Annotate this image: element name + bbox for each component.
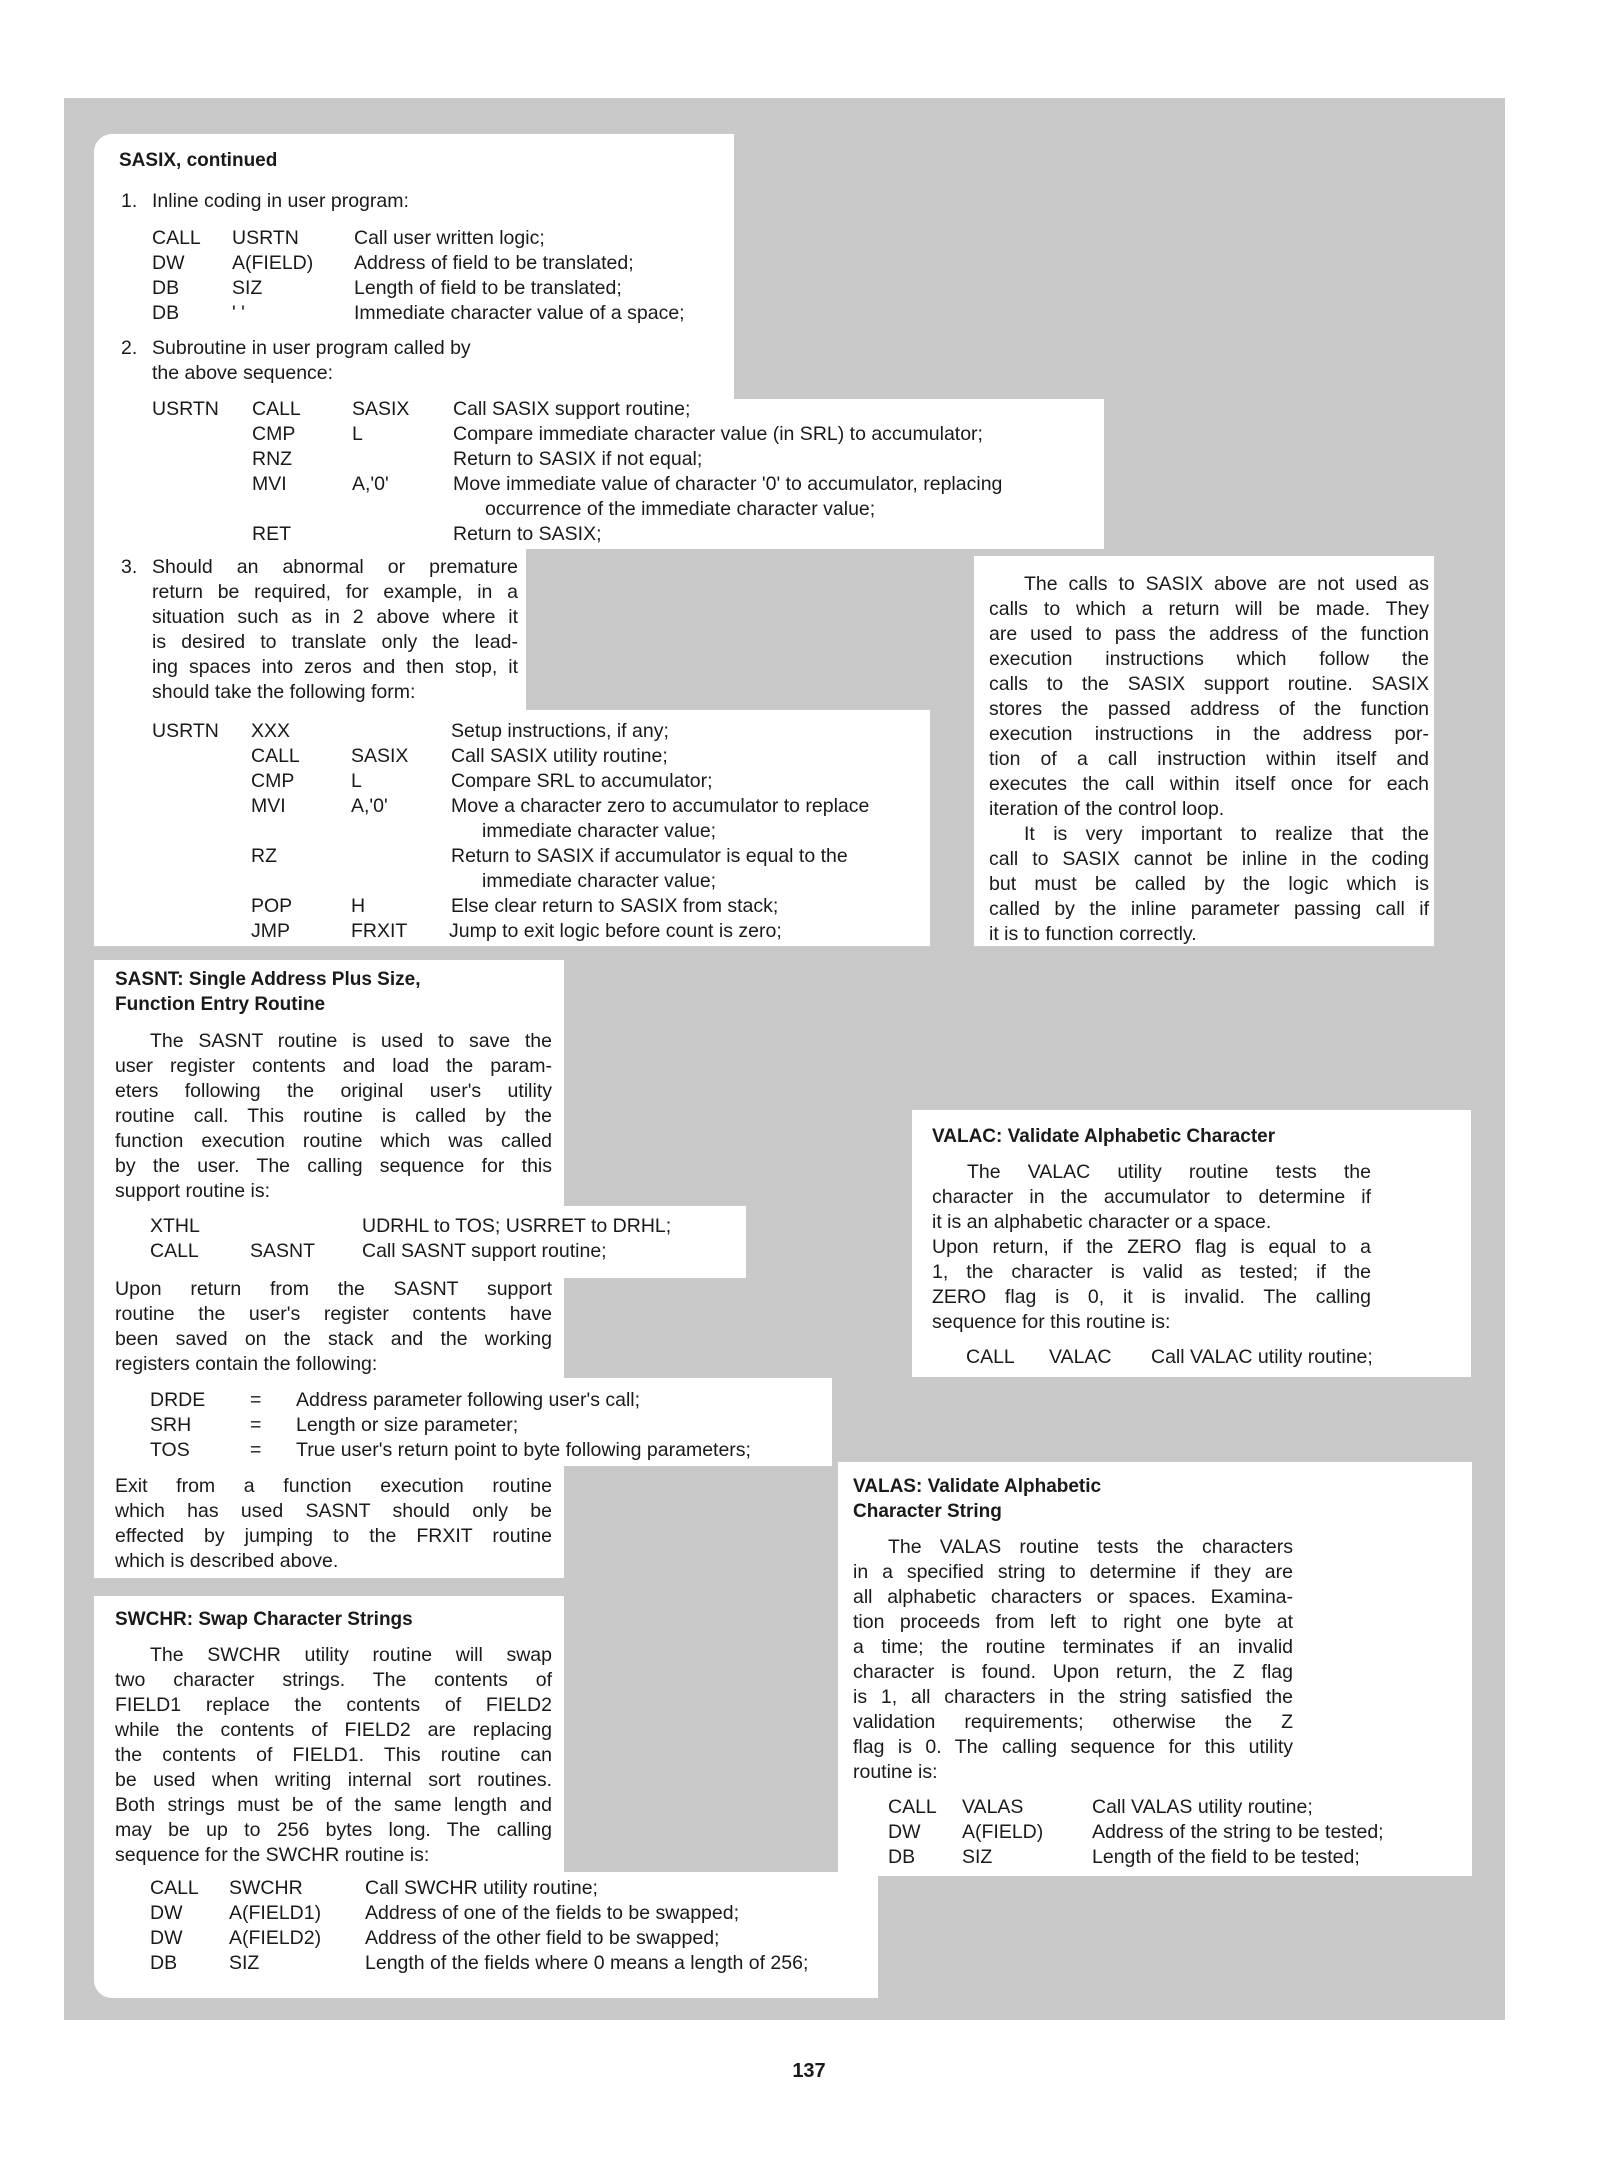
note-line: iteration of the control loop.: [989, 798, 1225, 820]
code-op: MVI: [252, 473, 287, 495]
code-arg: H: [351, 895, 366, 917]
valas-para-line: character is found. Upon return, the Z flag: [853, 1661, 1293, 1683]
code-comment: Setup instructions, if any;: [451, 720, 669, 742]
sasix-heading: SASIX, continued: [119, 150, 278, 171]
code-arg: SIZ: [229, 1952, 260, 1974]
code-op: DW: [888, 1821, 921, 1843]
code-comment: Call SWCHR utility routine;: [365, 1877, 598, 1899]
code-comment: Address of field to be translated;: [354, 252, 634, 274]
valas-heading: Character String: [853, 1501, 1002, 1522]
sasnt-heading: Function Entry Routine: [115, 994, 326, 1015]
valas-para-line: a time; the routine terminates if an invalid: [853, 1636, 1293, 1658]
swchr-para-line: sequence for the SWCHR routine is:: [115, 1844, 430, 1866]
code-comment: Call SASNT support routine;: [362, 1240, 607, 1262]
code-arg: L: [351, 770, 362, 792]
valas-para-line: routine is:: [853, 1761, 938, 1783]
swchr-para-line: the contents of FIELD1. This routine can: [115, 1744, 552, 1766]
code-comment: immediate character value;: [482, 820, 717, 842]
valac-para-line: sequence for this routine is:: [932, 1311, 1171, 1333]
code-op: CALL: [152, 227, 201, 249]
valac-heading: VALAC: Validate Alphabetic Character: [932, 1126, 1276, 1147]
register-desc: Address parameter following user's call;: [296, 1389, 641, 1411]
code-arg: ' ': [232, 302, 245, 324]
swchr-para-line: be used when writing internal sort routines.: [115, 1769, 552, 1791]
code-comment: Call SASIX support routine;: [453, 398, 691, 420]
sasnt-para-line: routine call. This routine is called by the: [115, 1105, 552, 1127]
valac-para-line: character in the accumulator to determine if: [932, 1186, 1371, 1208]
valas-para-line: tion proceeds from left to right one byte at: [853, 1611, 1293, 1633]
code-op: CALL: [966, 1346, 1015, 1368]
code-op: DB: [888, 1846, 916, 1868]
code-comment: UDRHL to TOS; USRRET to DRHL;: [362, 1215, 672, 1237]
code-op: DW: [150, 1927, 183, 1949]
valac-para-line: ZERO flag is 0, it is invalid. The calling: [932, 1286, 1371, 1308]
note-line: calls to the SASIX support routine. SASIX: [989, 673, 1429, 695]
item3-text-line: return be required, for example, in a: [152, 581, 518, 603]
code-arg: A(FIELD): [232, 252, 314, 274]
item3-text-line: should take the following form:: [152, 681, 416, 703]
code-comment: Address of one of the fields to be swapped;: [365, 1902, 739, 1924]
code-comment: Return to SASIX if accumulator is equal to the: [451, 845, 848, 867]
code-arg: SASNT: [250, 1240, 316, 1262]
valac-para-line: it is an alphabetic character or a space.: [932, 1211, 1272, 1233]
swchr-para-line: may be up to 256 bytes long. The calling: [115, 1819, 552, 1841]
sasnt-para-line: eters following the original user's utility: [115, 1080, 552, 1102]
sasnt-para-line: routine the user's register contents have: [115, 1303, 552, 1325]
code-arg: A,'0': [351, 795, 388, 817]
sasnt-exit-line: which is described above.: [115, 1550, 339, 1572]
valas-heading: VALAS: Validate Alphabetic: [853, 1476, 1102, 1497]
sasnt-para-line: user register contents and load the param-: [115, 1055, 552, 1077]
code-op: XXX: [251, 720, 291, 742]
code-op: RET: [252, 523, 291, 545]
sasnt-exit-line: effected by jumping to the FRXIT routine: [115, 1525, 552, 1547]
item2-text: the above sequence:: [152, 362, 334, 384]
sasnt-para-line: Upon return from the SASNT support: [115, 1278, 552, 1300]
register-desc: True user's return point to byte following parameters;: [296, 1439, 751, 1461]
code-op: CALL: [252, 398, 301, 420]
valas-para-line: flag is 0. The calling sequence for this utility: [853, 1736, 1293, 1758]
code-comment: Length of the fields where 0 means a length of 256;: [365, 1952, 809, 1974]
code-arg: SIZ: [232, 277, 263, 299]
item3-number: 3.: [121, 556, 138, 578]
code-op: CALL: [150, 1240, 199, 1262]
sasnt-para-line: The SASNT routine is used to save the: [150, 1030, 552, 1052]
valac-para-line: The VALAC utility routine tests the: [967, 1161, 1371, 1183]
register-eq: =: [250, 1414, 262, 1436]
swchr-para-line: while the contents of FIELD2 are replacing: [115, 1719, 552, 1741]
valac-para-line: Upon return, if the ZERO flag is equal to a: [932, 1236, 1371, 1258]
sasnt-para-line: by the user. The calling sequence for this: [115, 1155, 552, 1177]
sasnt-exit-line: Exit from a function execution routine: [115, 1475, 552, 1497]
code-op: DW: [150, 1902, 183, 1924]
code-op: RZ: [251, 845, 277, 867]
register-name: DRDE: [150, 1389, 206, 1411]
item3-text-line: ing spaces into zeros and then stop, it: [152, 656, 518, 678]
register-eq: =: [250, 1439, 262, 1461]
code-op: DW: [152, 252, 185, 274]
sasnt-exit-line: which has used SASNT should only be: [115, 1500, 552, 1522]
valas-para-line: The VALAS routine tests the characters: [888, 1536, 1293, 1558]
note-line: but must be called by the logic which is: [989, 873, 1429, 895]
code-comment: Length of the field to be tested;: [1092, 1846, 1360, 1868]
code-comment: Call SASIX utility routine;: [451, 745, 668, 767]
code-arg: SASIX: [352, 398, 410, 420]
note-line: The calls to SASIX above are not used as: [1024, 573, 1429, 595]
item1-text: Inline coding in user program:: [152, 190, 409, 212]
code-arg: USRTN: [232, 227, 299, 249]
code-op: CMP: [251, 770, 295, 792]
code-comment: immediate character value;: [482, 870, 717, 892]
code-comment: occurrence of the immediate character value;: [485, 498, 876, 520]
code-comment: Address of the other field to be swapped;: [365, 1927, 720, 1949]
note-line: called by the inline parameter passing call if: [989, 898, 1429, 920]
swchr-para-line: Both strings must be of the same length and: [115, 1794, 552, 1816]
note-line: call to SASIX cannot be inline in the coding: [989, 848, 1429, 870]
code-comment: Immediate character value of a space;: [354, 302, 685, 324]
code-comment: Jump to exit logic before count is zero;: [449, 920, 782, 942]
code-arg: A,'0': [352, 473, 389, 495]
note-line: are used to pass the address of the function: [989, 623, 1429, 645]
swchr-heading: SWCHR: Swap Character Strings: [115, 1609, 413, 1630]
register-name: TOS: [150, 1439, 190, 1461]
code-comment: Call user written logic;: [354, 227, 545, 249]
item3-text-line: Should an abnormal or premature: [152, 556, 518, 578]
sasnt-heading: SASNT: Single Address Plus Size,: [115, 969, 421, 990]
valas-para-line: is 1, all characters in the string satisfied the: [853, 1686, 1293, 1708]
note-line: tion of a call instruction within itself and: [989, 748, 1429, 770]
valas-para-line: validation requirements; otherwise the Z: [853, 1711, 1293, 1733]
note-line: it is to function correctly.: [989, 923, 1197, 945]
code-op: MVI: [251, 795, 286, 817]
register-eq: =: [250, 1389, 262, 1411]
swchr-para-line: two character strings. The contents of: [115, 1669, 552, 1691]
valac-para-line: 1, the character is valid as tested; if the: [932, 1261, 1371, 1283]
code-op: POP: [251, 895, 293, 917]
code-arg: SIZ: [962, 1846, 993, 1868]
item2-number: 2.: [121, 337, 138, 359]
code-arg: VALAS: [962, 1796, 1024, 1818]
note-line: executes the call within itself once for each: [989, 773, 1429, 795]
note-line: calls to which a return will be made. They: [989, 598, 1429, 620]
code-comment: Move immediate value of character '0' to accumulator, replacing: [453, 473, 1003, 495]
sasnt-para-line: registers contain the following:: [115, 1353, 378, 1375]
code-comment: Return to SASIX;: [453, 523, 602, 545]
code-op: XTHL: [150, 1215, 200, 1237]
code-label: USRTN: [152, 398, 219, 420]
code-comment: Return to SASIX if not equal;: [453, 448, 703, 470]
code-arg: L: [352, 423, 363, 445]
sasnt-para-line: support routine is:: [115, 1180, 271, 1202]
code-comment: Move a character zero to accumulator to replace: [451, 795, 870, 817]
code-arg: A(FIELD2): [229, 1927, 322, 1949]
code-op: JMP: [251, 920, 290, 942]
swchr-para-line: FIELD1 replace the contents of FIELD2: [115, 1694, 552, 1716]
valas-para-line: in a specified string to determine if they are: [853, 1561, 1293, 1583]
code-comment: Call VALAS utility routine;: [1092, 1796, 1313, 1818]
sasnt-para-line: been saved on the stack and the working: [115, 1328, 552, 1350]
note-line: execution instructions in the address por-: [989, 723, 1429, 745]
note-line: It is very important to realize that the: [1024, 823, 1429, 845]
valas-para-line: all alphabetic characters or spaces. Examina-: [853, 1586, 1293, 1608]
code-comment: Compare SRL to accumulator;: [451, 770, 713, 792]
code-comment: Address of the string to be tested;: [1092, 1821, 1384, 1843]
code-op: CMP: [252, 423, 296, 445]
code-arg: A(FIELD1): [229, 1902, 322, 1924]
code-arg: FRXIT: [351, 920, 408, 942]
item3-text-line: is desired to translate only the lead-: [152, 631, 518, 653]
code-op: CALL: [150, 1877, 199, 1899]
code-arg: SASIX: [351, 745, 409, 767]
note-line: stores the passed address of the function: [989, 698, 1429, 720]
code-op: CALL: [251, 745, 300, 767]
page-number: 137: [792, 2060, 826, 2082]
code-comment: Compare immediate character value (in SRL) to accumulator;: [453, 423, 983, 445]
sasnt-para-line: function execution routine which was called: [115, 1130, 552, 1152]
code-op: DB: [150, 1952, 178, 1974]
register-name: SRH: [150, 1414, 192, 1436]
code-op: CALL: [888, 1796, 937, 1818]
code-comment: Call VALAC utility routine;: [1151, 1346, 1373, 1368]
code-arg: A(FIELD): [962, 1821, 1044, 1843]
code-arg: VALAC: [1049, 1346, 1112, 1368]
code-op: DB: [152, 277, 180, 299]
item2-text: Subroutine in user program called by: [152, 337, 471, 359]
swchr-para-line: The SWCHR utility routine will swap: [150, 1644, 552, 1666]
code-comment: Length of field to be translated;: [354, 277, 622, 299]
code-label: USRTN: [152, 720, 219, 742]
code-arg: SWCHR: [229, 1877, 303, 1899]
code-op: RNZ: [252, 448, 293, 470]
code-op: DB: [152, 302, 180, 324]
item1-number: 1.: [121, 190, 138, 212]
item3-text-line: situation such as in 2 above where it: [152, 606, 518, 628]
note-line: execution instructions which follow the: [989, 648, 1429, 670]
code-comment: Else clear return to SASIX from stack;: [451, 895, 779, 917]
register-desc: Length or size parameter;: [296, 1414, 519, 1436]
